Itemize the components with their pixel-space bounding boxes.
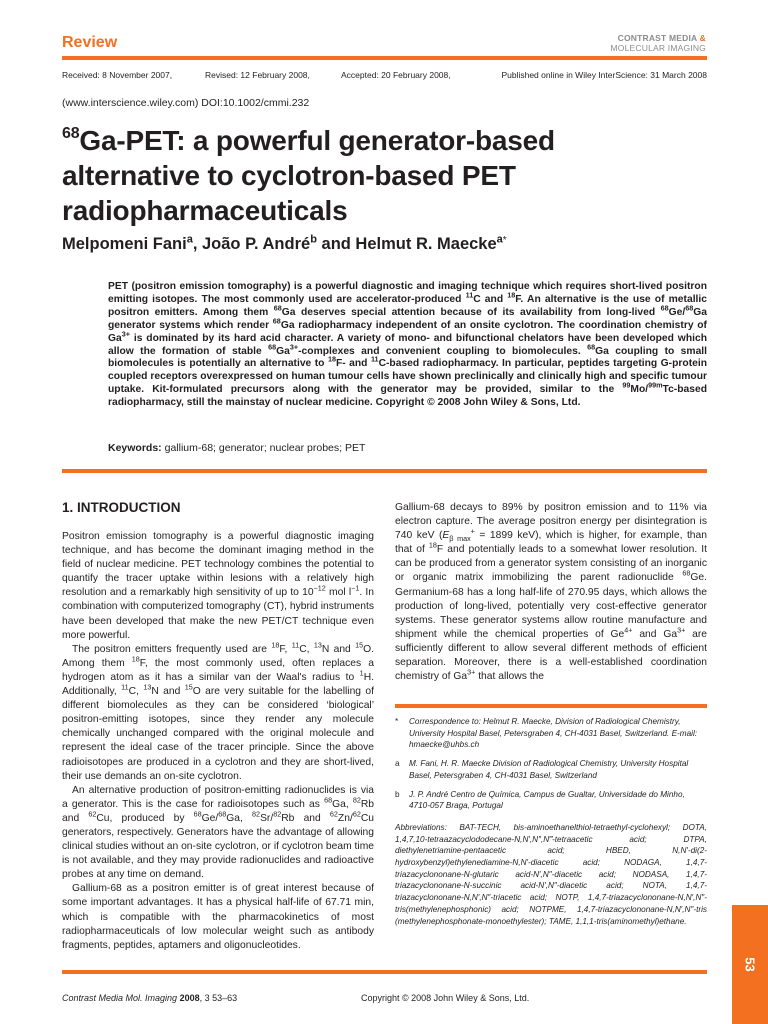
affiliation-b-note xyxy=(395,789,707,812)
page-number: 53 xyxy=(742,957,758,972)
journal-logo-line2: MOLECULAR IMAGING xyxy=(610,43,706,53)
abstract-rule xyxy=(62,469,707,473)
paragraph: Gallium-68 as a positron emitter is of great interest because of some important advantages. It has a physical half-life of 67.71 min, which is compatible with the pharmacokinetics of most radiopharmaceuticals of low molecular weight such as antibody fragments, peptides, aptamers and oligonucleotides. xyxy=(62,883,374,951)
footer-copyright: Copyright © 2008 John Wiley & Sons, Ltd. xyxy=(361,993,530,1003)
keywords-label: Keywords: xyxy=(108,442,162,454)
note-mark: a xyxy=(395,759,400,769)
header-rule xyxy=(62,56,707,60)
note-mark: * xyxy=(395,717,399,726)
revised-date: Revised: 12 February 2008, xyxy=(205,70,310,80)
note-mark: b xyxy=(395,789,400,799)
footer-journal: Contrast Media Mol. Imaging xyxy=(62,993,178,1003)
footnote-rule xyxy=(395,704,707,708)
author-affiliation-mark: a xyxy=(496,233,503,246)
correspondence-note xyxy=(395,716,707,751)
affiliation-a-note xyxy=(395,758,707,781)
paragraph: Positron emission tomography is a powerful diagnostic imaging technique, and has become the dominant imaging method in the field of nuclear medicine. PET technology combines the potential to quantify the tracer uptake within lesions with a relatively high resolution and a remarkably high sensitivity of up to $10^{-12}$ mol $l^{-1}$. In combination with computerized tomography (CT), hybrid instruments have been developed that make the new PET/CT technique even more powerful. xyxy=(62,531,374,641)
footer-year: 2008 xyxy=(179,993,200,1003)
keywords xyxy=(108,442,365,454)
received-date: Received: 8 November 2007, xyxy=(62,70,173,80)
body-right-column xyxy=(395,501,707,684)
author-andre: João P. André xyxy=(201,235,311,253)
page-number-tab xyxy=(732,905,768,1024)
footer-rule xyxy=(62,970,707,974)
journal-logo-ampersand: & xyxy=(699,33,706,43)
abbreviations-note: Abbreviations: BAT-TECH, bis-aminoethanelthiol-tetraethyl-cyclohexyl; DOTA, 1,4,7,10-tetraazacyclododecane-N,N′,N″,N‴-tetraacetic acid; DTPA, diethylenetriamine-pentaacetic acid; HBED, N,N′-di(2-hydroxybenzyl)ethylenediamine-N,N′-diacetic acid; NODAGA, 1,4,7-triazacyclononane-N-glutaric acid-N′,N″-diacetic acid; NODASA, 1,4,7-triazacyclononane-N-succinic acid-N′,N″-diacetic acid; NOTA, 1,4,7-triazacyclononane-N,N′,N″-triacetic acid; NOTP, 1,4,7-triazacyclononane-N,N′,N″-tris(methylenephosphonic) acid; NOTPME, 1,4,7-triazacyclononane-N,N′,N″-tris (methylenephosphonate-monoethylester); TAME, 1,1,1-tris(aminomethyl)ethane. xyxy=(395,822,707,926)
article-title xyxy=(62,123,682,228)
title-text: Ga-PET: a powerful generator-based alternative to cyclotron-based PET radiopharmaceuticals xyxy=(62,125,555,226)
note-text: J. P. André Centro de Química, Campus de Gualtar, Universidade do Minho, 4710-057 Braga, Portugal xyxy=(409,789,685,811)
author-line: Melpomeni Fani$^a$, João P. André$^b$ and Helmut R. Maecke$^{a*}$ xyxy=(62,233,507,253)
paragraph: Gallium-68 decays to 89% by positron emission and to 11% via electron capture. The average positron energy per disintegration is 740 keV ($E_{\beta max}^+ = 1899$ keV), which is higher, for example, than that of $^{18}$F and potentially leads to a somewhat lower resolution. It can be produced from a generator system consisting of an inorganic or organic matrix immobilizing the parent radionuclide $^{68}$Ge. Germanium-68 has a long half-life of 270.95 days, which allows the production of long-lived, potentially very cost-effective generator systems. These generator systems allow routine manufacture and shipment while the chemical properties of $Ge^{4+}$ and $Ga^{3+}$ are sufficiently different to allow several different methods of efficient separation. Moreover, there is a well-established coordination chemistry of $Ga^{3+}$ that allows the xyxy=(395,502,708,683)
note-text: M. Fani, H. R. Maecke Division of Radiological Chemistry, University Hospital Basel, Petersgraben 4, CH-4031 Basel, Switzerland xyxy=(409,759,689,780)
journal-logo xyxy=(611,33,707,53)
journal-logo-line1: CONTRAST MEDIA xyxy=(617,33,698,43)
note-text: Correspondence to: Helmut R. Maecke, Division of Radiological Chemistry, University Hospital Basel, Petersgraben 4, CH-4031 Basel, Switzerland. E-mail: hmaecke@uhbs.ch xyxy=(409,717,698,750)
published-date: Published online in Wiley InterScience: 31 March 2008 xyxy=(501,70,707,80)
doi-line[interactable]: (www.interscience.wiley.com) DOI:10.1002/cmmi.232 xyxy=(62,97,310,109)
footnotes xyxy=(395,716,707,927)
title-isotope-superscript: 68 xyxy=(62,125,80,142)
paragraph: The positron emitters frequently used are $^{18}$F, $^{11}$C, $^{13}$N and $^{15}$O. Among them $^{18}$F, the most commonly used, often replaces a hydrogen atom as it has a similar van der Waal's radius to $^1$H. Additionally, $^{11}$C, $^{13}$N and $^{15}$O are very suitable for the labelling of different biomolecules as they can be considered ‘biological’ positron-emitting isotopes, since they render any molecule chemically unchanged compared with the original molecule and represent the ideal case of the tracer principle. Since the above radioisotopes are produced in a cyclotron and they are short-lived, their use demands an on-site cyclotron. xyxy=(62,640,374,782)
paragraph: An alternative production of positron-emitting radionuclides is via a generator. This is the case for radioisotopes such as $^{68}$Ga, $^{82}$Rb and $^{62}$Cu, produced by $^{68}$Ge/$^{68}$Ga, $^{82}$Sr/$^{82}$Rb and $^{62}$Zn/$^{62}$Cu generators, respectively. Generators have the advantage of allowing clinical studies without an on-site cyclotron, or if cyclotron beam time is not available, and they may provide radionuclides and radioactive probes at any time on demand. xyxy=(62,784,374,881)
footer-citation xyxy=(62,993,237,1003)
keywords-list: gallium-68; generator; nuclear probes; PET xyxy=(164,442,366,454)
author-maecke: and Helmut R. Maecke xyxy=(321,235,497,253)
section-heading-introduction: 1. INTRODUCTION xyxy=(62,500,181,515)
author-affiliation-mark: a xyxy=(186,233,193,246)
corresponding-author-mark: * xyxy=(502,235,507,246)
accepted-date: Accepted: 20 February 2008, xyxy=(341,70,451,80)
footer-pages: , 3 53–63 xyxy=(199,993,238,1003)
author-affiliation-mark: b xyxy=(310,233,317,246)
author-fani: Melpomeni Fani xyxy=(62,235,187,253)
section-label: Review xyxy=(62,34,118,51)
abstract: PET (positron emission tomography) is a powerful diagnostic and imaging technique which requires short-lived positron emitting isotopes. The most commonly used are accelerator-produced $^{11}$C and $^{18}$F. An alternative is the use of metallic positron emitters. Among them $^{68}$Ga deserves special attention because of its availability from long-lived $^{68}$Ge/$^{68}$Ga generator systems which render $^{68}$Ga radiopharmacy independent of an onsite cyclotron. The coordination chemistry of $Ga^{3+}$ is dominated by its hard acid character. A variety of mono- and bifunctional chelators have been developed which allow the formation of stable $^{68}Ga^{3+}$-complexes and convenient coupling to biomolecules. $^{68}$Ga coupling to small biomolecules is potentially an alternative to $^{18}$F- and $^{11}$C-based radiopharmacy. In particular, peptides targeting G-protein coupled receptors overexpressed on human tumour cells have shown preclinically and clinically high and specific tumour uptake. Kit-formulated precursors along with the generator may be provided, similar to the $^{99}$Mo/$^{99m}$Tc-based radiopharmacy, still the mainstay of nuclear medicine. Copyright © 2008 John Wiley & Sons, Ltd. xyxy=(108,281,708,409)
body-left-column xyxy=(62,530,374,953)
